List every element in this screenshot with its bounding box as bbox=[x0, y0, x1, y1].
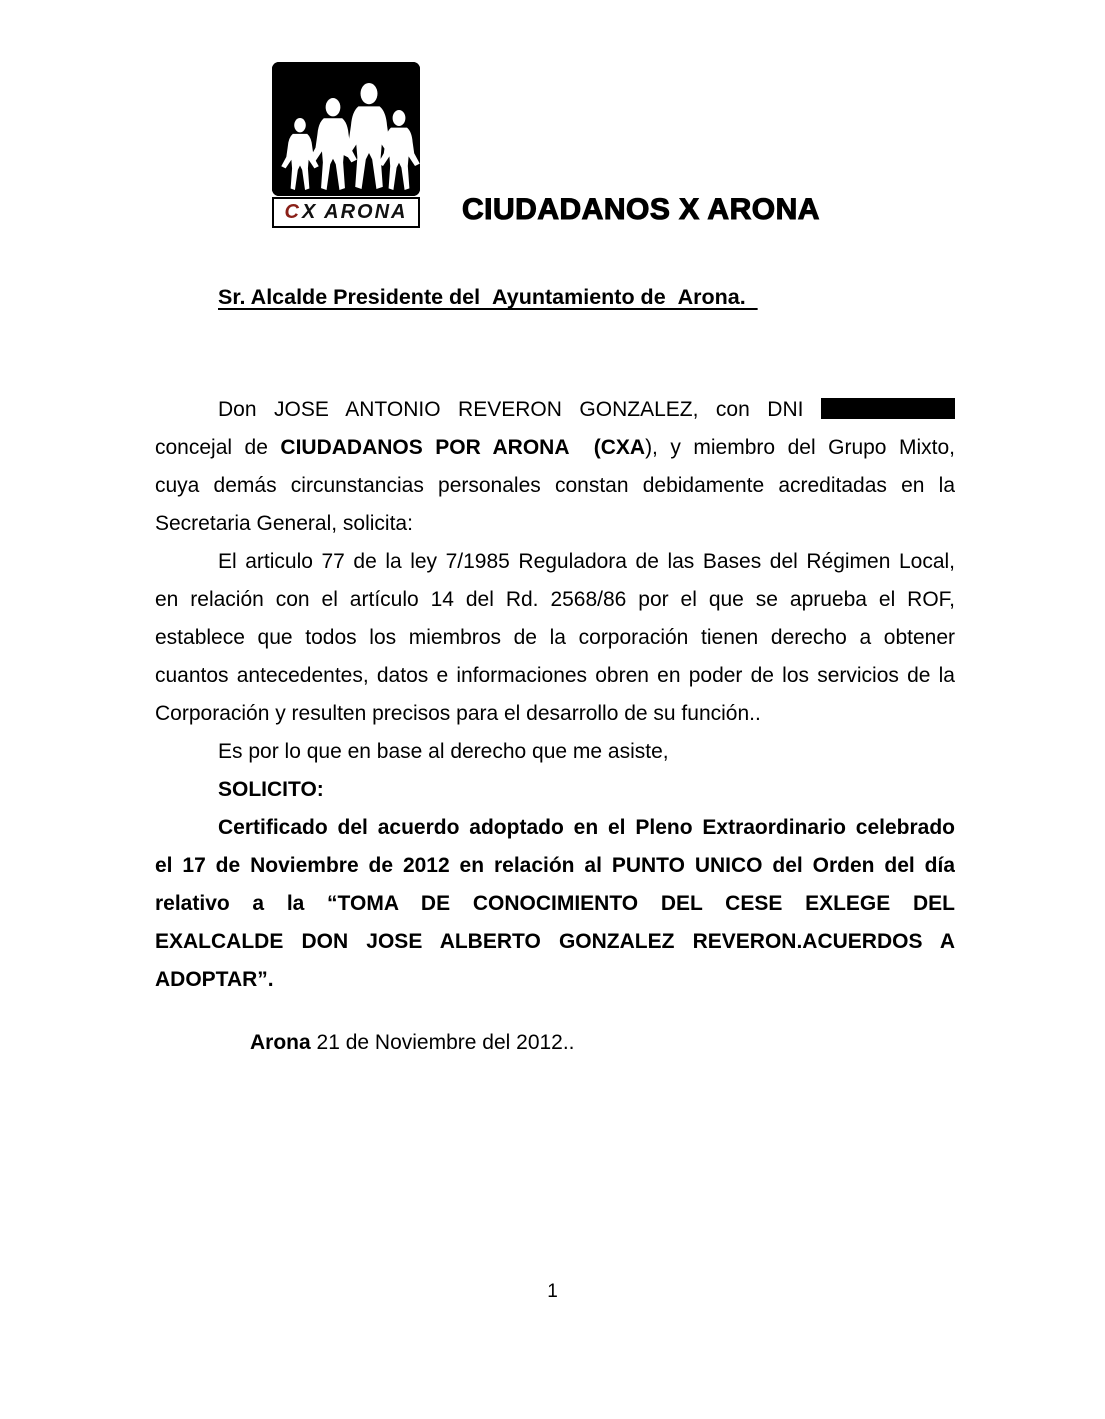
page-number: 1 bbox=[547, 1281, 558, 1302]
body-text-bold: relativo a la “TOMA DE CONOCIMIENTO DEL CESE EXLEGE DEL bbox=[155, 892, 955, 915]
body-line bbox=[155, 923, 955, 961]
body-text: Corporación y resulten precisos para el desarrollo de su función.. bbox=[155, 702, 761, 725]
body-text: en relación con el artículo 14 del Rd. 2568/86 por el que se aprueba el ROF, bbox=[155, 588, 955, 611]
date-place: Arona bbox=[250, 1031, 311, 1054]
body-line bbox=[155, 961, 955, 999]
body-line bbox=[155, 809, 955, 847]
body-line bbox=[155, 391, 955, 429]
body-text: El articulo 77 de la ley 7/1985 Reguladora de las Bases del Régimen Local, bbox=[218, 550, 955, 573]
logo-caption-text: X ARONA bbox=[301, 201, 408, 223]
logo-caption-c: C bbox=[284, 201, 301, 223]
logo-caption bbox=[272, 197, 420, 228]
body-text-bold: el 17 de Noviembre de 2012 en relación al PUNTO UNICO del Orden del día bbox=[155, 854, 955, 877]
body-line bbox=[155, 695, 955, 733]
body-line bbox=[155, 885, 955, 923]
body-line bbox=[155, 429, 955, 467]
letter-body bbox=[155, 391, 955, 999]
body-text: Don JOSE ANTONIO REVERON GONZALEZ, con DNI bbox=[218, 398, 804, 421]
body-text-bold: CIUDADANOS POR ARONA (CXA bbox=[280, 436, 646, 459]
body-line bbox=[155, 733, 955, 771]
people-silhouettes-icon bbox=[272, 62, 420, 196]
body-text: establece que todos los miembros de la corporación tienen derecho a obtener bbox=[155, 626, 955, 649]
body-line bbox=[155, 581, 955, 619]
date-line bbox=[155, 1031, 575, 1055]
addressee-heading-text: Sr. Alcalde Presidente del Ayuntamiento de Arona. bbox=[218, 285, 758, 309]
body-text-bold: Certificado del acuerdo adoptado en el Pleno Extraordinario celebrado bbox=[218, 816, 955, 839]
cx-arona-logo bbox=[272, 62, 420, 228]
body-text: Es por lo que en base al derecho que me asiste, bbox=[218, 740, 669, 763]
body-line bbox=[155, 505, 955, 543]
body-line bbox=[155, 619, 955, 657]
body-text: cuya demás circunstancias personales constan debidamente acreditadas en la bbox=[155, 474, 955, 497]
body-text: ), y miembro del Grupo Mixto, bbox=[645, 436, 955, 459]
body-line bbox=[155, 467, 955, 505]
body-text-bold: EXALCALDE DON JOSE ALBERTO GONZALEZ REVERON.ACUERDOS A bbox=[155, 930, 955, 953]
body-line bbox=[155, 847, 955, 885]
dni-redaction-bar bbox=[821, 398, 955, 419]
body-text: Secretaria General, solicita: bbox=[155, 512, 413, 535]
body-text-bold: ADOPTAR”. bbox=[155, 968, 274, 991]
body-text: cuantos antecedentes, datos e informaciones obren en poder de los servicios de la bbox=[155, 664, 955, 687]
date-text: 21 de Noviembre del 2012.. bbox=[310, 1031, 575, 1054]
body-line bbox=[155, 771, 955, 809]
body-line bbox=[155, 657, 955, 695]
body-text: concejal de bbox=[155, 436, 281, 459]
solicito-label: SOLICITO: bbox=[218, 778, 324, 801]
addressee-heading bbox=[218, 285, 758, 310]
page-title: CIUDADANOS X ARONA bbox=[462, 193, 820, 226]
body-line bbox=[155, 543, 955, 581]
